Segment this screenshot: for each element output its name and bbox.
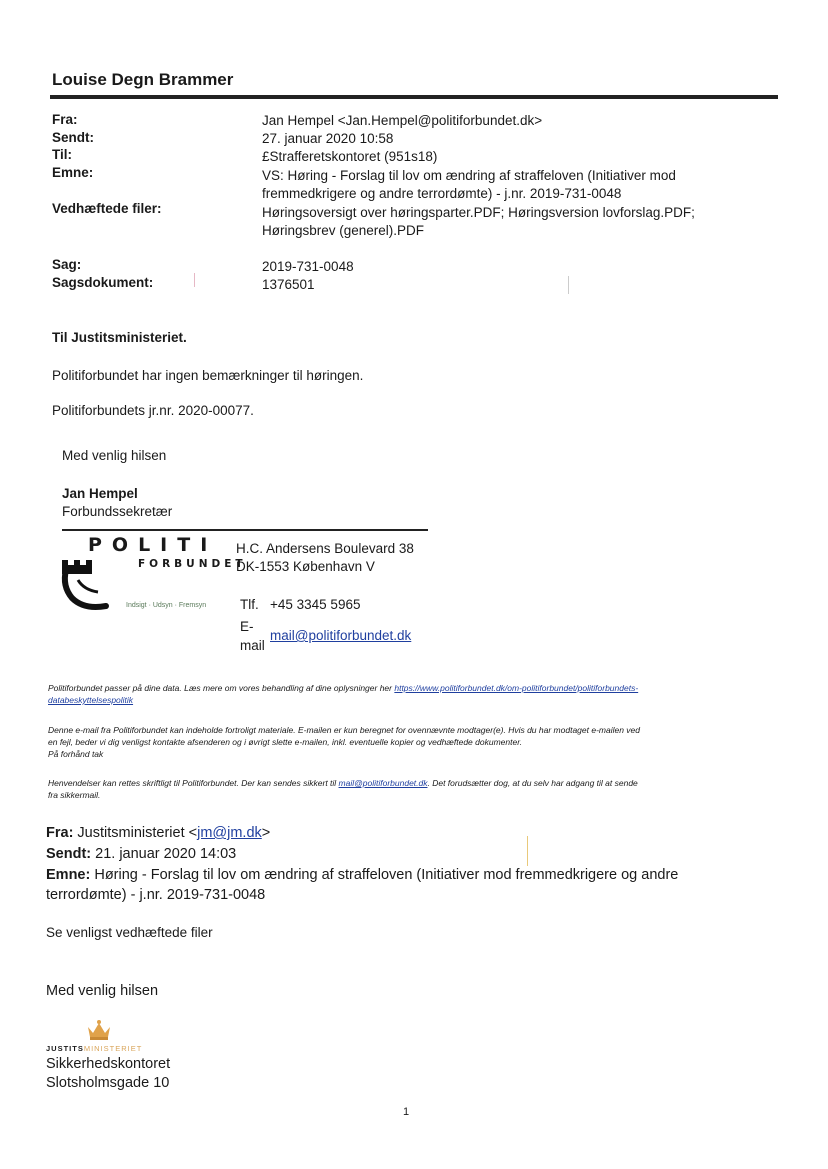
subject-line-2: fremmedkrigere og andre terrordømte) - j.nr. 2019-731-0048 <box>262 186 622 201</box>
subject-line-1: VS: Høring - Forslag til lov om ændring af straffeloven (Initiativer mod <box>262 168 676 183</box>
attachments-label: Vedhæftede filer: <box>52 201 162 216</box>
logo-tagline: Indsigt · Udsyn · Fremsyn <box>126 602 207 609</box>
fwd-from-name: Justitsministeriet < <box>73 825 198 841</box>
fwd-from-email-link[interactable]: jm@jm.dk <box>197 825 262 841</box>
sent-label: Sendt: <box>52 130 94 145</box>
from-label: Fra: <box>52 112 78 127</box>
politi-logo-text: POLITI <box>88 534 218 556</box>
body-line-2: Politiforbundets jr.nr. 2020-00077. <box>52 403 254 418</box>
secure-mail-text-b: . Det forudsætter dog, at du selv har adgang til at sende <box>427 778 638 788</box>
fwd-from-end: > <box>261 825 271 841</box>
privacy-policy-link-cont[interactable]: databeskyttelsespolitik <box>48 695 134 705</box>
secure-mail-notice <box>48 777 778 801</box>
to-label: Til: <box>52 147 72 162</box>
signature-name: Jan Hempel <box>62 486 138 501</box>
ministry-bold: JUSTITS <box>46 1044 84 1053</box>
case-label: Sag: <box>52 257 82 272</box>
privacy-notice <box>48 682 778 706</box>
fwd-subject-line-2: terrordømte) - j.nr. 2019-731-0048 <box>46 887 266 903</box>
secure-mail-text-a: Henvendelser kan rettes skriftligt til Politiforbundet. Der kan sendes sikkert til <box>48 778 339 788</box>
crown-icon <box>86 1019 112 1041</box>
signature-divider <box>62 529 428 531</box>
signature-title: Forbundssekretær <box>62 504 173 519</box>
fwd-sent <box>46 846 236 862</box>
phone-label: Tlf. <box>240 597 259 612</box>
address-line-1: H.C. Andersens Boulevard 38 <box>236 541 414 556</box>
email-label-top: E- <box>240 619 254 634</box>
secure-mail-line-2: fra sikkermail. <box>48 790 101 800</box>
scan-mark <box>568 276 569 294</box>
confidentiality-line-2: en fejl, beder vi dig venligst kontakte afsenderen og i øvrigt slette e-mailen, inkl. eventuelle kopier og vedhæftede dokumenter. <box>48 737 523 747</box>
fwd-sent-label: Sendt: <box>46 846 92 862</box>
phone-value[interactable]: +45 3345 5965 <box>270 597 361 612</box>
office-street: Slotsholmsgade 10 <box>46 1075 170 1091</box>
ministry-light: MINISTERIET <box>83 1044 143 1053</box>
greeting: Til Justitsministeriet. <box>52 330 187 345</box>
subject-label: Emne: <box>52 165 94 180</box>
sender-name: Louise Degn Brammer <box>52 70 234 89</box>
from-value: Jan Hempel <Jan.Hempel@politiforbundet.dk> <box>262 113 543 128</box>
fwd-subject <box>46 867 678 883</box>
header-divider <box>50 95 778 99</box>
case-value: 2019-731-0048 <box>262 259 354 274</box>
forbundet-logo-text: FORBUNDET <box>138 558 247 570</box>
body-line-1: Politiforbundet har ingen bemærkninger til høringen. <box>52 368 364 383</box>
fwd-subject-line-1: Høring - Forslag til lov om ændring af straffeloven (Initiativer mod fremmedkrigere og andre <box>90 867 679 883</box>
office-name: Sikkerhedskontoret <box>46 1056 171 1072</box>
scan-mark <box>194 273 195 287</box>
fwd-from-label: Fra: <box>46 825 74 841</box>
page-number: 1 <box>403 1106 410 1118</box>
scan-mark <box>527 836 528 866</box>
address-line-2: DK-1553 København V <box>236 559 375 574</box>
confidentiality-line-3: På forhånd tak <box>48 749 104 759</box>
signature-email-link[interactable]: mail@politiforbundet.dk <box>270 628 412 643</box>
fwd-body-line: Se venligst vedhæftede filer <box>46 925 213 940</box>
email-label-bottom: mail <box>240 638 265 653</box>
attachments-line-1[interactable]: Høringsoversigt over høringsparter.PDF; Høringsversion lovforslag.PDF; <box>262 205 695 220</box>
politiforbundet-logo-icon <box>58 556 130 614</box>
confidentiality-line-1: Denne e-mail fra Politiforbundet kan indeholde fortroligt materiale. E-mailen er kun beregnet for ovennævnte modtager(e). Hvis du har modtaget e-mailen ved <box>48 725 641 735</box>
ministry-logo-text <box>46 1044 142 1053</box>
privacy-policy-link[interactable]: https://www.politiforbundet.dk/om-politiforbundet/politiforbundets- <box>394 683 639 693</box>
privacy-text: Politiforbundet passer på dine data. Læs mere om vores behandling af dine oplysninger her <box>48 683 395 693</box>
casedoc-value: 1376501 <box>262 277 315 292</box>
sent-value: 27. januar 2020 10:58 <box>262 131 394 146</box>
fwd-subject-label: Emne: <box>46 867 91 883</box>
to-value: £Strafferetskontoret (951s18) <box>262 149 438 164</box>
attachments-line-2[interactable]: Høringsbrev (generel).PDF <box>262 223 425 238</box>
casedoc-label: Sagsdokument: <box>52 275 154 290</box>
confidentiality-notice <box>48 724 778 760</box>
closing: Med venlig hilsen <box>62 448 167 463</box>
fwd-closing: Med venlig hilsen <box>46 983 159 999</box>
fwd-sent-value: 21. januar 2020 14:03 <box>91 846 237 862</box>
secure-mail-link[interactable]: mail@politiforbundet.dk <box>338 778 428 788</box>
fwd-from <box>46 825 270 841</box>
